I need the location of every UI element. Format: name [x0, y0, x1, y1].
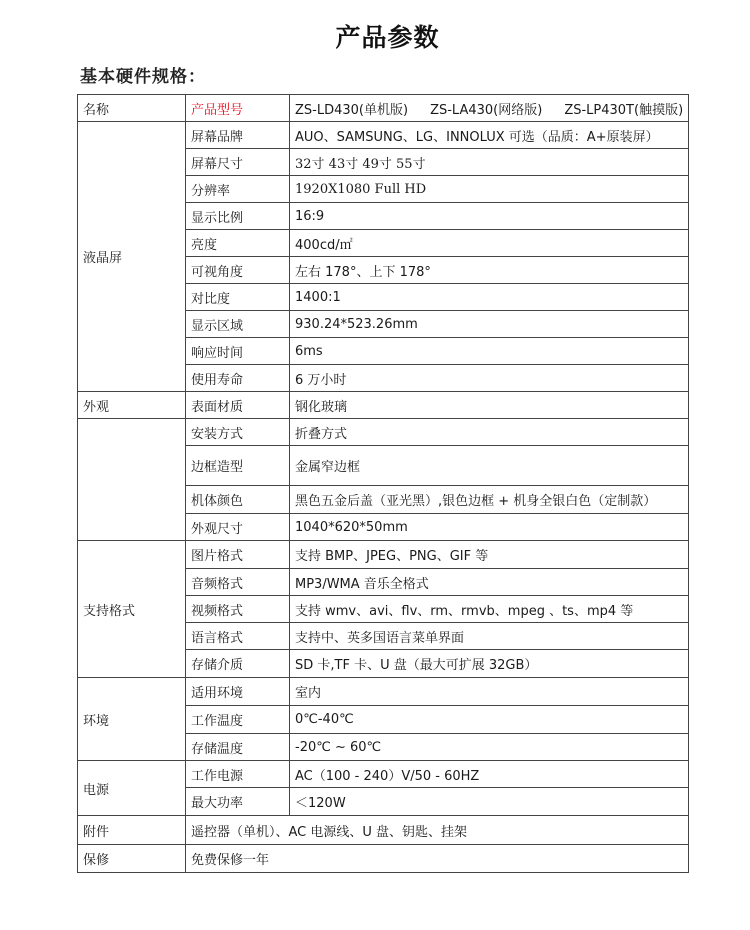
- model-header: 产品型号: [186, 95, 290, 122]
- table-header-row: [78, 95, 689, 122]
- attr-value: 1400:1: [290, 284, 689, 311]
- attr-value: 金属窄边框: [290, 446, 689, 486]
- attr-label: 视频格式: [186, 596, 290, 623]
- section-subtitle: 基本硬件规格：: [80, 67, 206, 87]
- attr-value: 32寸 43寸 49寸 55寸: [290, 149, 689, 176]
- attr-label: 最大功率: [186, 788, 290, 816]
- category-power: 电源: [78, 761, 186, 816]
- category-environment: 环境: [78, 678, 186, 761]
- attr-value: 1040*620*50mm: [290, 514, 689, 541]
- attr-label: 音频格式: [186, 569, 290, 596]
- table-row: [78, 761, 689, 788]
- attr-value: 黑色五金后盖（亚光黑）,银色边框 + 机身全银白色（定制款）: [290, 486, 689, 514]
- attr-label: 工作温度: [186, 706, 290, 734]
- model-network: ZS-LA430(网络版): [430, 102, 543, 118]
- attr-label: 使用寿命: [186, 365, 290, 392]
- spec-table: [77, 94, 689, 873]
- attr-label: 亮度: [186, 230, 290, 257]
- attr-label: 边框造型: [186, 446, 290, 486]
- table-row: [78, 419, 689, 446]
- attr-label: 工作电源: [186, 761, 290, 788]
- table-row: [78, 541, 689, 569]
- attr-value: 支持中、英多国语言菜单界面: [290, 623, 689, 650]
- name-header: 名称: [78, 95, 186, 122]
- attr-label: 响应时间: [186, 338, 290, 365]
- attr-value: 支持 BMP、JPEG、PNG、GIF 等: [290, 541, 689, 569]
- model-standalone: ZS-LD430(单机版): [295, 102, 409, 118]
- attr-value: AC（100 - 240）V/50 - 60HZ: [290, 761, 689, 788]
- attr-value: SD 卡,TF 卡、U 盘（最大可扩展 32GB）: [290, 650, 689, 678]
- attr-value: MP3/WMA 音乐全格式: [290, 569, 689, 596]
- attr-label: 分辨率: [186, 176, 290, 203]
- warranty-value: 免费保修一年: [186, 845, 689, 873]
- attr-value: AUO、SAMSUNG、LG、INNOLUX 可选（品质：A+原装屏）: [290, 122, 689, 149]
- accessories-value: 遥控器（单机）、AC 电源线、U 盘、钥匙、挂架: [186, 816, 689, 845]
- attr-label: 屏幕尺寸: [186, 149, 290, 176]
- model-list: [290, 95, 689, 122]
- attr-label: 存储介质: [186, 650, 290, 678]
- attr-value: 0℃-40℃: [290, 706, 689, 734]
- attr-label: 安装方式: [186, 419, 290, 446]
- attr-value: 400cd/㎡: [290, 230, 689, 257]
- page-title: 产品参数: [335, 23, 440, 52]
- attr-value: 支持 wmv、avi、flv、rm、rmvb、mpeg 、ts、mp4 等: [290, 596, 689, 623]
- attr-label: 对比度: [186, 284, 290, 311]
- category-appearance-cont: [78, 419, 186, 541]
- attr-value: 折叠方式: [290, 419, 689, 446]
- category-warranty: 保修: [78, 845, 186, 873]
- table-row: [78, 122, 689, 149]
- attr-label: 可视角度: [186, 257, 290, 284]
- attr-label: 屏幕品牌: [186, 122, 290, 149]
- attr-value: 左右 178°、上下 178°: [290, 257, 689, 284]
- attr-value: 钢化玻璃: [290, 392, 689, 419]
- attr-value: 930.24*523.26mm: [290, 311, 689, 338]
- attr-value: -20℃ ~ 60℃: [290, 734, 689, 761]
- model-touch: ZS-LP430T(触摸版): [564, 102, 684, 118]
- attr-label: 语言格式: [186, 623, 290, 650]
- attr-label: 外观尺寸: [186, 514, 290, 541]
- attr-label: 显示区域: [186, 311, 290, 338]
- category-appearance: 外观: [78, 392, 186, 419]
- attr-label: 表面材质: [186, 392, 290, 419]
- table-row: [78, 678, 689, 706]
- attr-value: 6 万小时: [290, 365, 689, 392]
- category-accessories: 附件: [78, 816, 186, 845]
- attr-label: 适用环境: [186, 678, 290, 706]
- attr-value: 16:9: [290, 203, 689, 230]
- attr-value: 6ms: [290, 338, 689, 365]
- attr-label: 显示比例: [186, 203, 290, 230]
- table-row: [78, 392, 689, 419]
- attr-value: 室内: [290, 678, 689, 706]
- category-lcd: 液晶屏: [78, 122, 186, 392]
- attr-label: 图片格式: [186, 541, 290, 569]
- table-row: [78, 816, 689, 845]
- table-row: [78, 845, 689, 873]
- attr-value: ＜120W: [290, 788, 689, 816]
- attr-label: 机体颜色: [186, 486, 290, 514]
- attr-label: 存储温度: [186, 734, 290, 761]
- category-formats: 支持格式: [78, 541, 186, 678]
- attr-value: 1920X1080 Full HD: [290, 176, 689, 203]
